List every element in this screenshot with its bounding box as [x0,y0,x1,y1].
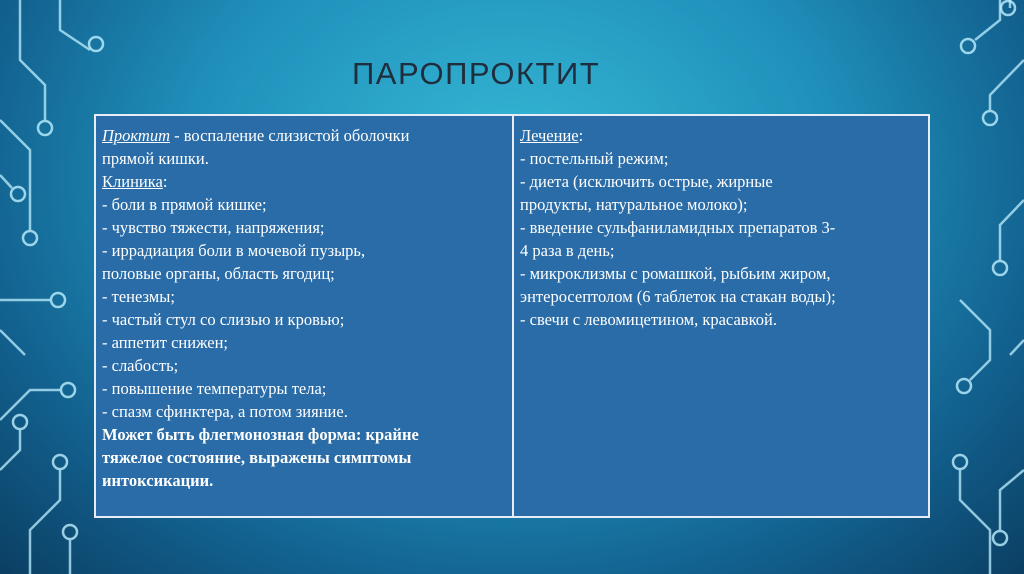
treatment-item: - свечи с левомицетином, красавкой. [520,310,777,329]
clinic-colon: : [162,172,168,191]
content-table [94,114,930,518]
note-line: интоксикации. [102,471,214,490]
treatment-item: - микроклизмы с ромашкой, рыбьим жиром, [520,264,831,283]
treatment-item: 4 раза в день; [520,241,615,260]
symptom-item: - спазм сфинктера, а потом зияние. [102,402,348,421]
definition-line [102,124,506,147]
symptom-item: - иррадиация боли в мочевой пузырь, [102,241,366,260]
clinic-label: Клиника [102,172,163,191]
treatment-label: Лечение [520,126,579,145]
symptom-item: - частый стул со слизью и кровью; [102,310,345,329]
treatment-item: энтеросептолом (6 таблеток на стакан воды); [520,287,836,306]
treatment-cell [514,116,928,516]
symptom-item: - слабость; [102,356,179,375]
proctitis-term: Проктит [102,126,170,145]
clinic-heading [102,170,506,193]
symptom-item: - боли в прямой кишке; [102,195,267,214]
symptom-item: - повышение температуры тела; [102,379,327,398]
definition-line-2: прямой кишки. [102,149,209,168]
treatment-heading [520,124,922,147]
note-line: Может быть флегмонозная форма: крайне [102,425,419,444]
slide-title: ПАРОПРОКТИТ [352,56,601,91]
symptom-item: половые органы, область ягодиц; [102,264,335,283]
definition-text: - воспаление слизистой оболочки [170,126,410,145]
symptom-item: - чувство тяжести, напряжения; [102,218,325,237]
treatment-item: - постельный режим; [520,149,669,168]
treatment-item: - введение сульфаниламидных препаратов 3- [520,218,836,237]
treatment-item: продукты, натуральное молоко); [520,195,748,214]
note-line: тяжелое состояние, выражены симптомы [102,448,412,467]
symptoms-cell [96,116,514,516]
symptom-item: - тенезмы; [102,287,175,306]
treatment-item: - диета (исключить острые, жирные [520,172,773,191]
symptom-item: - аппетит снижен; [102,333,228,352]
treatment-colon: : [578,126,584,145]
